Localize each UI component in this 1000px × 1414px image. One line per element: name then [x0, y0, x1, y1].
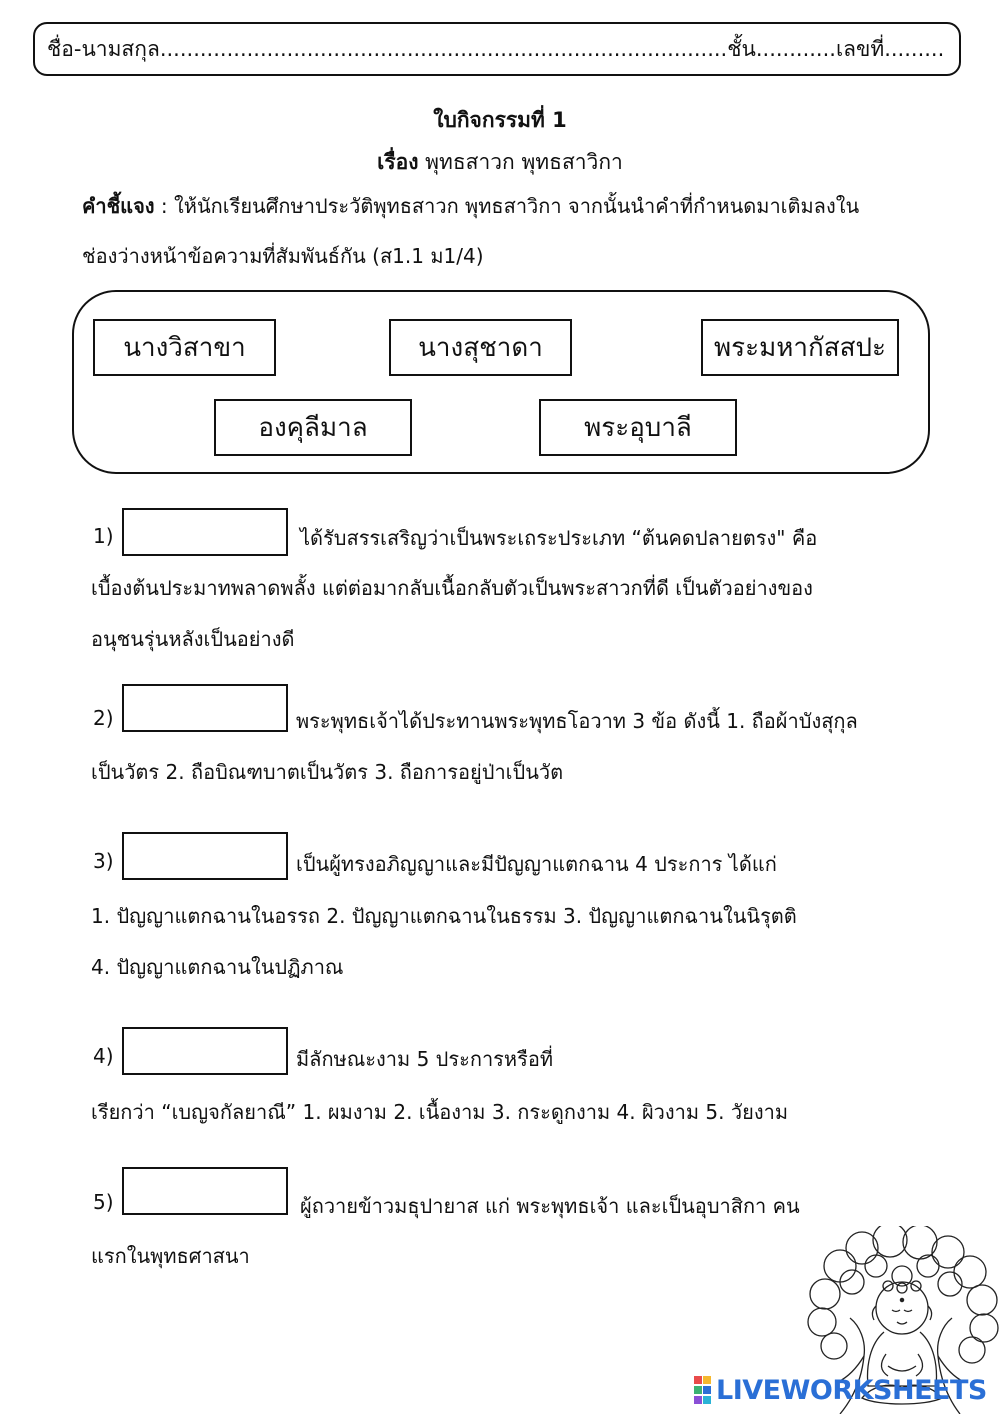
question-number-3: 3) [93, 849, 114, 873]
question-5-line-2: แรกในพุทธศาสนา [91, 1244, 250, 1268]
student-info-bar: ชื่อ-นามสกุล.....................................................................................ชั้น............เลขที่......... [33, 22, 961, 76]
word-bank-item[interactable]: นางวิสาขา [93, 319, 276, 376]
answer-box-2[interactable] [122, 684, 288, 732]
subtitle-text: พุทธสาวก พุทธสาวิกา [418, 150, 623, 174]
question-3-line-3: 4. ปัญญาแตกฉานในปฏิภาณ [91, 955, 344, 979]
word-bank-item[interactable]: พระมหากัสสปะ [701, 319, 899, 376]
liveworksheets-text: LIVEWORKSHEETS [716, 1374, 987, 1406]
question-number-4: 4) [93, 1044, 114, 1068]
word-bank-item[interactable]: นางสุชาดา [389, 319, 572, 376]
word-bank [72, 290, 930, 474]
question-3-line-2: 1. ปัญญาแตกฉานในอรรถ 2. ปัญญาแตกฉานในธรรม 3. ปัญญาแตกฉานในนิรุตติ [91, 904, 797, 928]
instructions-text-1: : ให้นักเรียนศึกษาประวัติพุทธสาวก พุทธสาวิกา จากนั้นนำคำที่กำหนดมาเติมลงใน [154, 194, 860, 218]
question-1-line-3: อนุชนรุ่นหลังเป็นอย่างดี [91, 627, 295, 651]
answer-box-5[interactable] [122, 1167, 288, 1215]
instructions-label: คำชี้แจง [82, 194, 155, 218]
liveworksheets-mark-icon [694, 1376, 712, 1404]
instructions-line-1 [82, 190, 859, 222]
worksheet-subtitle [0, 146, 1000, 179]
question-4-line-1: มีลักษณะงาม 5 ประการหรือที่ [296, 1047, 554, 1071]
answer-box-4[interactable] [122, 1027, 288, 1075]
question-2-line-1: พระพุทธเจ้าได้ประทานพระพุทธโอวาท 3 ข้อ ดังนี้ 1. ถือผ้าบังสุกุล [296, 709, 858, 733]
question-1-line-2: เบื้องต้นประมาทพลาดพลั้ง แต่ต่อมากลับเนื้อกลับตัวเป็นพระสาวกที่ดี เป็นตัวอย่างของ [91, 576, 813, 600]
word-bank-item[interactable]: พระอุบาลี [539, 399, 737, 456]
question-5-line-1: ผู้ถวายข้าวมธุปายาส แก่ พระพุทธเจ้า และเป็นอุบาสิกา คน [300, 1194, 800, 1218]
question-number-1: 1) [93, 524, 114, 548]
question-2-line-2: เป็นวัตร 2. ถือบิณฑบาตเป็นวัตร 3. ถือการอยู่ป่าเป็นวัต [91, 760, 564, 784]
answer-box-1[interactable] [122, 508, 288, 556]
question-1-line-1: ได้รับสรรเสริญว่าเป็นพระเถระประเภท “ต้นคดปลายตรง" คือ [300, 526, 818, 550]
word-bank-item[interactable]: องคุลีมาล [214, 399, 412, 456]
liveworksheets-logo [694, 1374, 987, 1406]
question-number-5: 5) [93, 1190, 114, 1214]
answer-box-3[interactable] [122, 832, 288, 880]
worksheet-title: ใบกิจกรรมที่ 1 [433, 108, 567, 132]
question-number-2: 2) [93, 706, 114, 730]
question-4-line-2: เรียกว่า “เบญจกัลยาณี” 1. ผมงาม 2. เนื้องาม 3. กระดูกงาม 4. ผิวงาม 5. วัยงาม [91, 1100, 789, 1124]
instructions-line-2: ช่องว่างหน้าข้อความที่สัมพันธ์กัน (ส1.1 ม1/4) [82, 244, 484, 268]
question-3-line-1: เป็นผู้ทรงอภิญญาและมีปัญญาแตกฉาน 4 ประการ ได้แก่ [296, 852, 777, 876]
subtitle-label: เรื่อง [377, 150, 419, 174]
